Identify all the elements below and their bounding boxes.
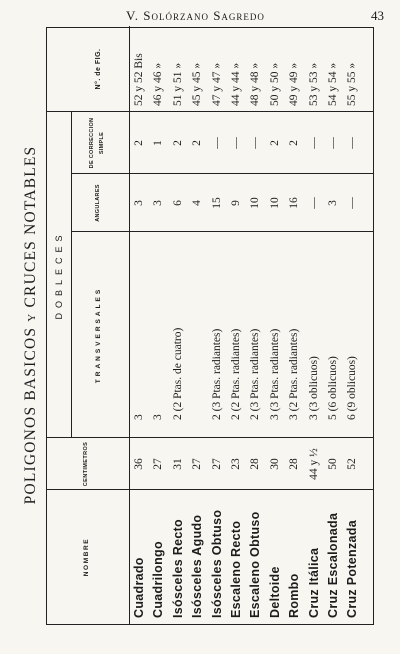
- cell-angulares: 16: [288, 197, 301, 209]
- table-row: [324, 26, 343, 624]
- table-row: [285, 26, 304, 624]
- header-centimetros: CENTIMETROS: [83, 441, 89, 487]
- table-row: [208, 26, 227, 624]
- cell-correccion: 2: [133, 140, 145, 146]
- cell-transversales: [188, 232, 207, 432]
- cell-angulares: —: [307, 197, 320, 209]
- cell-angulares: 10: [249, 197, 262, 209]
- cell-fig: 52 y 52 Bis: [133, 53, 145, 106]
- rotated-table-page: [22, 25, 377, 625]
- cell-fig: 45 y 45 »: [191, 62, 204, 106]
- cell-centimetros: 31: [171, 458, 184, 470]
- cell-fig: 47 y 47 »: [210, 62, 223, 106]
- cell-fig: 53 y 53 »: [307, 62, 320, 106]
- cell-angulares: 6: [171, 200, 184, 206]
- cell-centimetros: 27: [152, 458, 165, 470]
- cell-angulares: 4: [191, 200, 204, 206]
- cell-centimetros: 30: [268, 458, 281, 470]
- cell-angulares: 3: [327, 200, 339, 206]
- header-simple: SIMPLE: [99, 131, 105, 155]
- cell-nombre: Escaleno Obtuso: [248, 511, 263, 618]
- cell-centimetros: 27: [191, 458, 204, 470]
- cell-correccion: —: [327, 137, 339, 149]
- cell-angulares: 9: [230, 200, 242, 206]
- header-angulares: ANGULARES: [95, 184, 101, 222]
- cell-transversales: 3 (2 Ptas. radiantes): [288, 328, 301, 420]
- header-nombre: NOMBRE: [83, 537, 90, 577]
- data-table: [46, 27, 374, 625]
- cell-angulares: 3: [133, 200, 145, 206]
- cell-nombre: Isósceles Agudo: [190, 514, 205, 618]
- author-name: V. Solórzano Sagredo: [126, 8, 265, 23]
- cell-centimetros: 28: [249, 458, 262, 470]
- cell-transversales: 3: [133, 414, 145, 420]
- cell-centimetros: 27: [210, 458, 223, 470]
- cell-correccion: —: [346, 137, 359, 149]
- cell-transversales: 2 (3 Ptas. radiantes): [249, 328, 262, 420]
- cell-correccion: —: [249, 137, 262, 149]
- cell-correccion: 2: [171, 140, 184, 146]
- cell-nombre: Cruz Potenzada: [345, 520, 360, 618]
- cell-nombre: Isósceles Obtuso: [209, 509, 224, 618]
- table-row: [343, 26, 362, 624]
- cell-fig: 50 y 50 »: [268, 62, 281, 106]
- cell-correccion: 2: [288, 140, 301, 146]
- table-title: POLIGONOS BASICOS y CRUCES NOTABLES: [22, 145, 39, 505]
- cell-correccion: —: [307, 137, 320, 149]
- table-row: [188, 26, 207, 624]
- cell-fig: 44 y 44 »: [230, 62, 242, 106]
- cell-fig: 46 y 46 »: [152, 62, 165, 106]
- cell-nombre: Rombo: [287, 573, 302, 618]
- cell-centimetros: 36: [133, 458, 145, 470]
- cell-fig: 55 y 55 »: [346, 62, 359, 106]
- cell-nombre: Escaleno Recto: [229, 520, 243, 618]
- table-row: [266, 26, 285, 624]
- table-row: [169, 26, 188, 624]
- cell-centimetros: 23: [230, 458, 242, 470]
- cell-transversales: 3 (3 oblicuos): [307, 356, 320, 420]
- table-row: [305, 26, 324, 624]
- table-row: [130, 26, 149, 624]
- cell-centimetros: 52: [346, 458, 359, 470]
- cell-centimetros: 44 y ½: [307, 448, 320, 480]
- cell-angulares: 10: [268, 197, 281, 209]
- cell-angulares: 3: [152, 200, 165, 206]
- cell-correccion: —: [230, 137, 242, 149]
- cell-nombre: Cruz Itálica: [306, 547, 321, 618]
- cell-transversales: 6 (9 oblicuos): [346, 356, 359, 420]
- header-transversales: TRANSVERSALES: [95, 286, 102, 384]
- cell-transversales: 2 (2 Ptas. radiantes): [230, 328, 242, 420]
- header-dobleces: DOBLECES: [54, 230, 64, 320]
- cell-centimetros: 28: [288, 458, 301, 470]
- cell-nombre: Deltoide: [267, 566, 282, 618]
- cell-nombre: Cuadrado: [132, 557, 146, 618]
- cell-transversales: 3: [152, 414, 165, 420]
- header-de-correccion: DE CORRECCION: [89, 117, 95, 169]
- header-fig: N°. de FIG.: [95, 48, 102, 90]
- cell-nombre: Cruz Escalonada: [326, 512, 340, 618]
- cell-angulares: 15: [210, 197, 223, 209]
- cell-correccion: 2: [268, 140, 281, 146]
- cell-nombre: Cuadrilongo: [151, 541, 166, 618]
- cell-fig: 49 y 49 »: [288, 62, 301, 106]
- table-row: [227, 26, 246, 624]
- cell-correccion: 1: [152, 140, 165, 146]
- cell-correccion: —: [210, 137, 223, 149]
- cell-fig: 48 y 48 »: [249, 62, 262, 106]
- page-number: 43: [371, 8, 384, 23]
- cell-transversales: 3 (3 Ptas. radiantes): [268, 328, 281, 420]
- cell-transversales: 2 (2 Ptas. de cuatro): [171, 327, 184, 420]
- table-row: [149, 26, 168, 624]
- table-row: [246, 26, 265, 624]
- cell-angulares: —: [346, 197, 359, 209]
- cell-correccion: 2: [191, 140, 204, 146]
- cell-nombre: Isósceles Recto: [170, 519, 185, 618]
- cell-transversales: 5 (6 oblicuos): [327, 356, 339, 420]
- cell-centimetros: 50: [327, 458, 339, 470]
- cell-fig: 54 y 54 »: [327, 62, 339, 106]
- cell-transversales: 2 (3 Ptas. radiantes): [210, 328, 223, 420]
- dobleces-rule: [71, 112, 72, 438]
- cell-fig: 51 y 51 »: [171, 62, 184, 106]
